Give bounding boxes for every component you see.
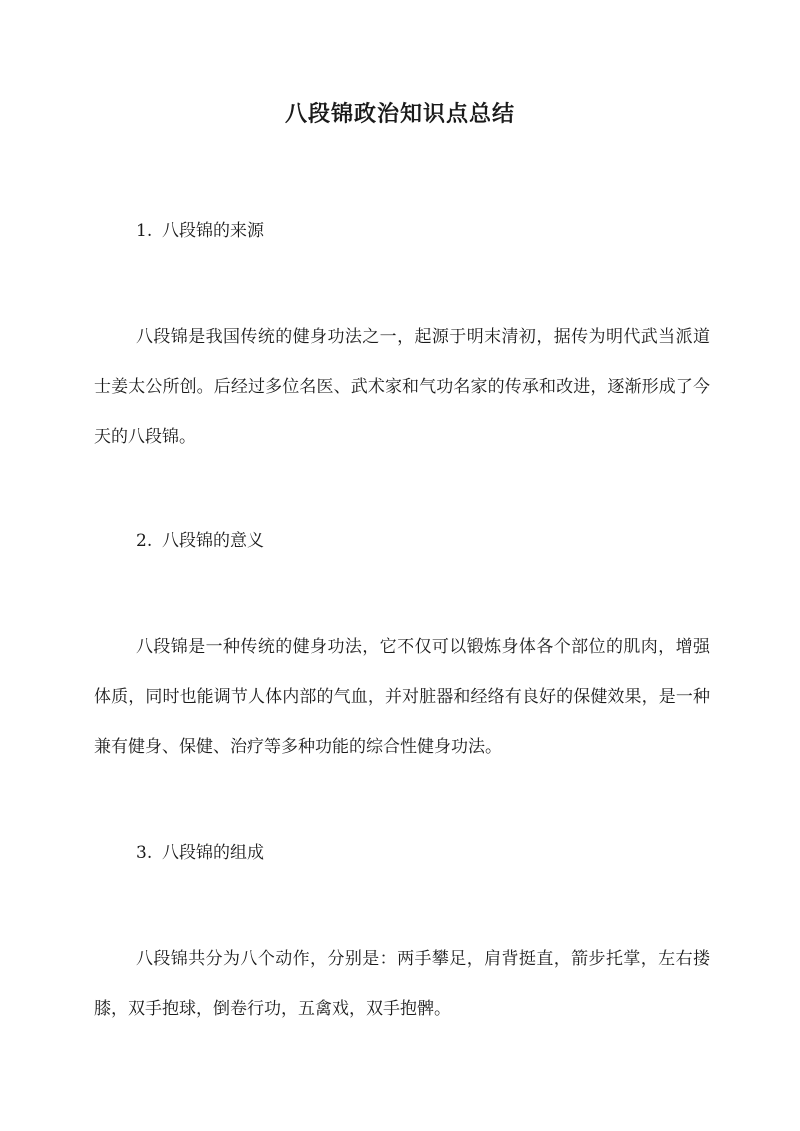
section-heading-text: 八段锦的意义 bbox=[162, 531, 264, 551]
section-heading-text: 八段锦的来源 bbox=[162, 221, 264, 241]
section-heading-1 bbox=[136, 216, 264, 246]
section-heading-3 bbox=[136, 838, 264, 868]
document-title: 八段锦政治知识点总结 bbox=[284, 101, 515, 127]
section-heading-text: 八段锦的组成 bbox=[162, 843, 264, 863]
section-number: 3. bbox=[136, 843, 153, 863]
section-paragraph-2: 八段锦是一种传统的健身功法，它不仅可以锻炼身体各个部位的肌肉，增强体质，同时也能调节人体内部的气血，并对脏器和经络有良好的保健效果，是一种兼有健身、保健、治疗等多种功能的综合性健身功法。 bbox=[94, 637, 710, 757]
section-number: 2. bbox=[136, 531, 153, 551]
section-paragraph-1: 八段锦是我国传统的健身功法之一，起源于明末清初，据传为明代武当派道士姜太公所创。后经过多位名医、武术家和气功名家的传承和改进，逐渐形成了今天的八段锦。 bbox=[94, 327, 710, 447]
section-number: 1. bbox=[136, 221, 153, 241]
section-heading-2 bbox=[136, 526, 264, 556]
section-paragraph-3: 八段锦共分为八个动作，分别是：两手攀足，肩背挺直，箭步托掌，左右搂膝，双手抱球，倒卷行功，五禽戏，双手抱髀。 bbox=[94, 949, 710, 1019]
